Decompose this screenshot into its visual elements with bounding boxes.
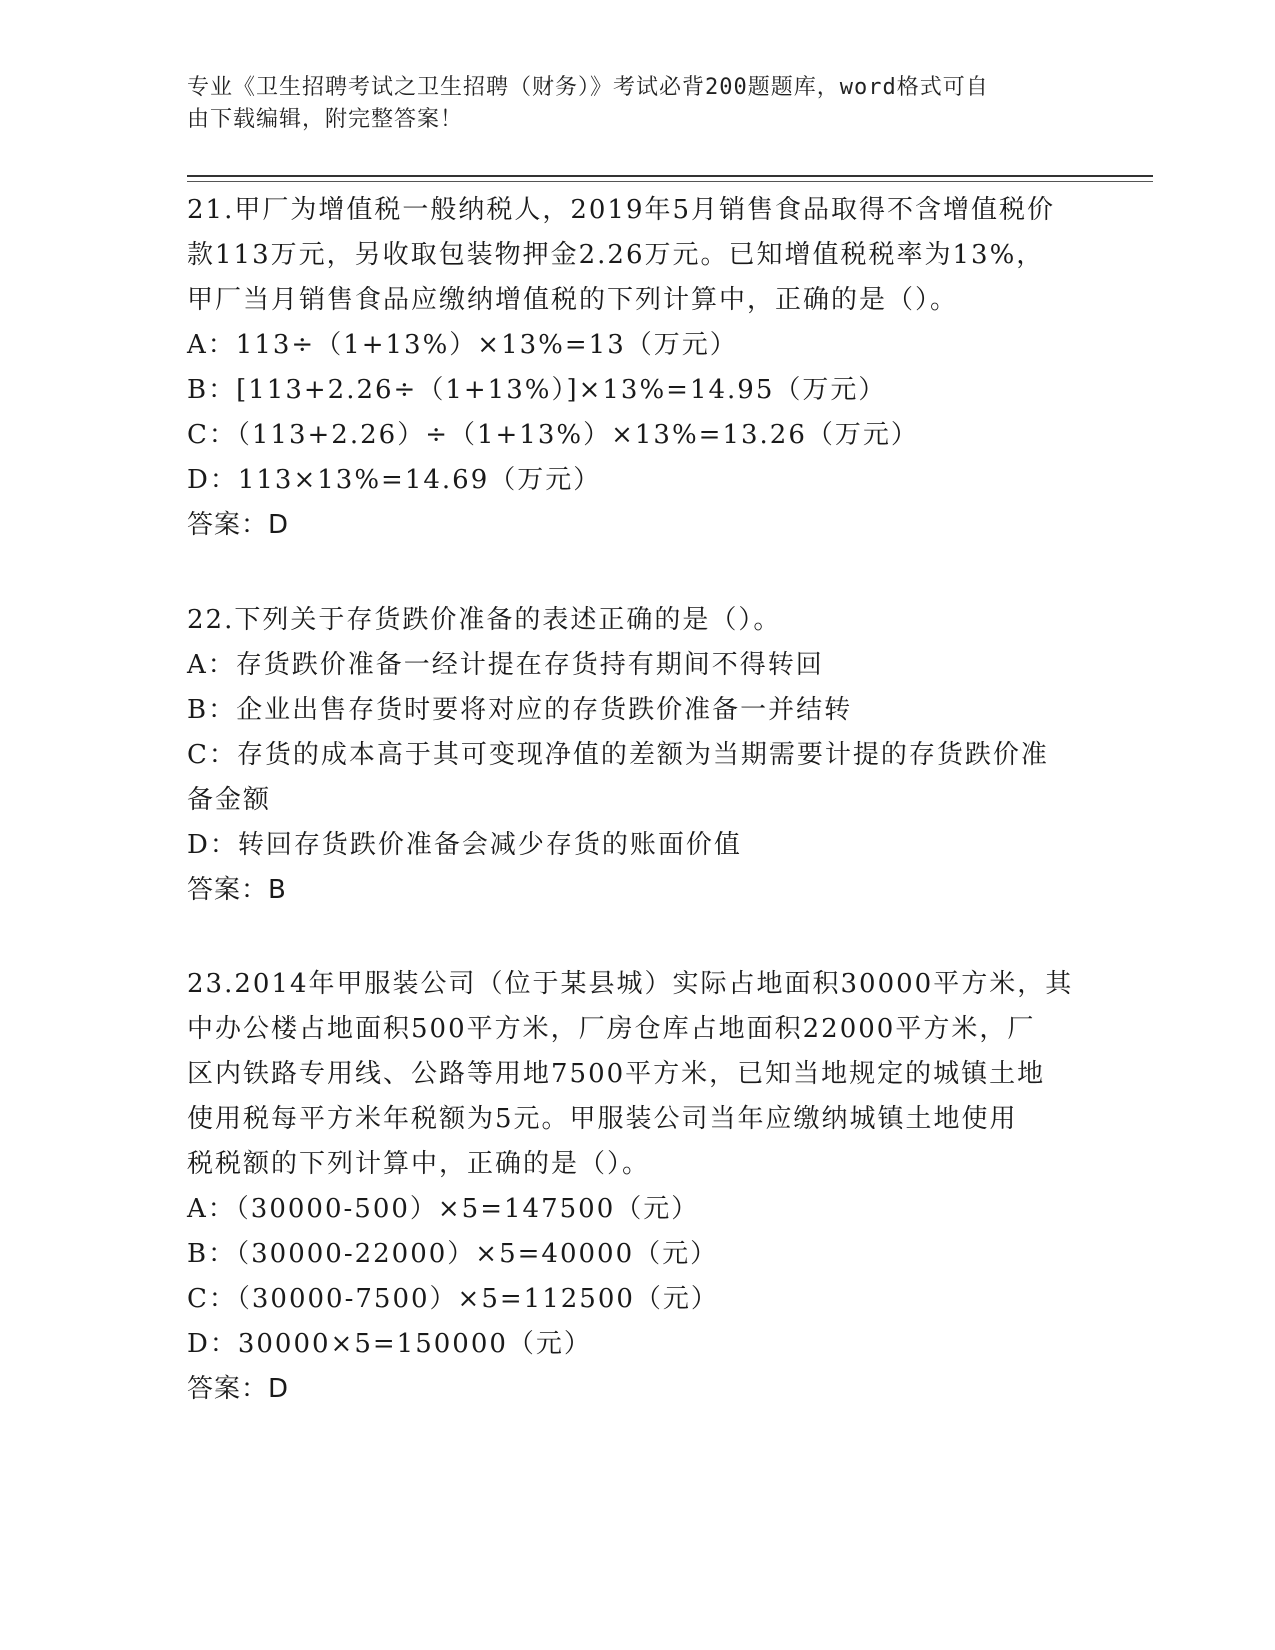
option-c: C：存货的成本高于其可变现净值的差额为当期需要计提的存货跌价准 (187, 740, 1049, 770)
option-c: C：（30000-7500）×5=112500（元） (187, 1284, 719, 1314)
answer-label: 答案：D (187, 1374, 290, 1404)
option-d: D：113×13%=14.69（万元） (187, 465, 602, 495)
option-a: A：（30000-500）×5=147500（元） (187, 1194, 700, 1224)
question-stem-line: 22.下列关于存货跌价准备的表述正确的是（）。 (187, 605, 782, 635)
answer-label: 答案：D (187, 510, 290, 540)
option-b: B：企业出售存货时要将对应的存货跌价准备一并结转 (187, 695, 853, 725)
question-stem-line: 使用税每平方米年税额为5元。甲服装公司当年应缴纳城镇土地使用 (187, 1104, 1018, 1134)
question-stem-line: 23.2014年甲服装公司（位于某县城）实际占地面积30000平方米，其 (187, 969, 1074, 999)
document-header (187, 72, 1067, 136)
question-stem-line: 款113万元，另收取包装物押金2.26万元。已知增值税税率为13%， (187, 240, 1045, 270)
option-c-continued: 备金额 (187, 785, 272, 815)
header-line-2: 由下载编辑，附完整答案！ (187, 107, 464, 132)
header-line-1: 专业《卫生招聘考试之卫生招聘（财务）》考试必背200题题库，word格式可自 (187, 75, 989, 100)
header-divider-thick (187, 175, 1153, 177)
question-stem-line: 税税额的下列计算中，正确的是（）。 (187, 1149, 651, 1179)
option-d: D：转回存货跌价准备会减少存货的账面价值 (187, 830, 742, 860)
option-b: B：（30000-22000）×5=40000（元） (187, 1239, 719, 1269)
question-21 (187, 188, 1087, 548)
option-c: C：（113+2.26）÷（1+13%）×13%=13.26（万元） (187, 420, 919, 450)
option-b: B：[113+2.26÷（1+13%）]×13%=14.95（万元） (187, 375, 887, 405)
option-d: D：30000×5=150000（元） (187, 1329, 592, 1359)
question-stem-line: 区内铁路专用线、公路等用地7500平方米，已知当地规定的城镇土地 (187, 1059, 1046, 1089)
option-a: A：113÷（1+13%）×13%=13（万元） (187, 330, 738, 360)
question-23 (187, 962, 1087, 1412)
question-22 (187, 598, 1087, 913)
question-stem-line: 甲厂当月销售食品应缴纳增值税的下列计算中，正确的是（）。 (187, 285, 959, 315)
option-a: A：存货跌价准备一经计提在存货持有期间不得转回 (187, 650, 824, 680)
header-divider-thin (187, 181, 1153, 182)
question-stem-line: 中办公楼占地面积500平方米，厂房仓库占地面积22000平方米，厂 (187, 1014, 1036, 1044)
answer-label: 答案：B (187, 875, 287, 905)
question-stem-line: 21.甲厂为增值税一般纳税人，2019年5月销售食品取得不含增值税价 (187, 195, 1056, 225)
